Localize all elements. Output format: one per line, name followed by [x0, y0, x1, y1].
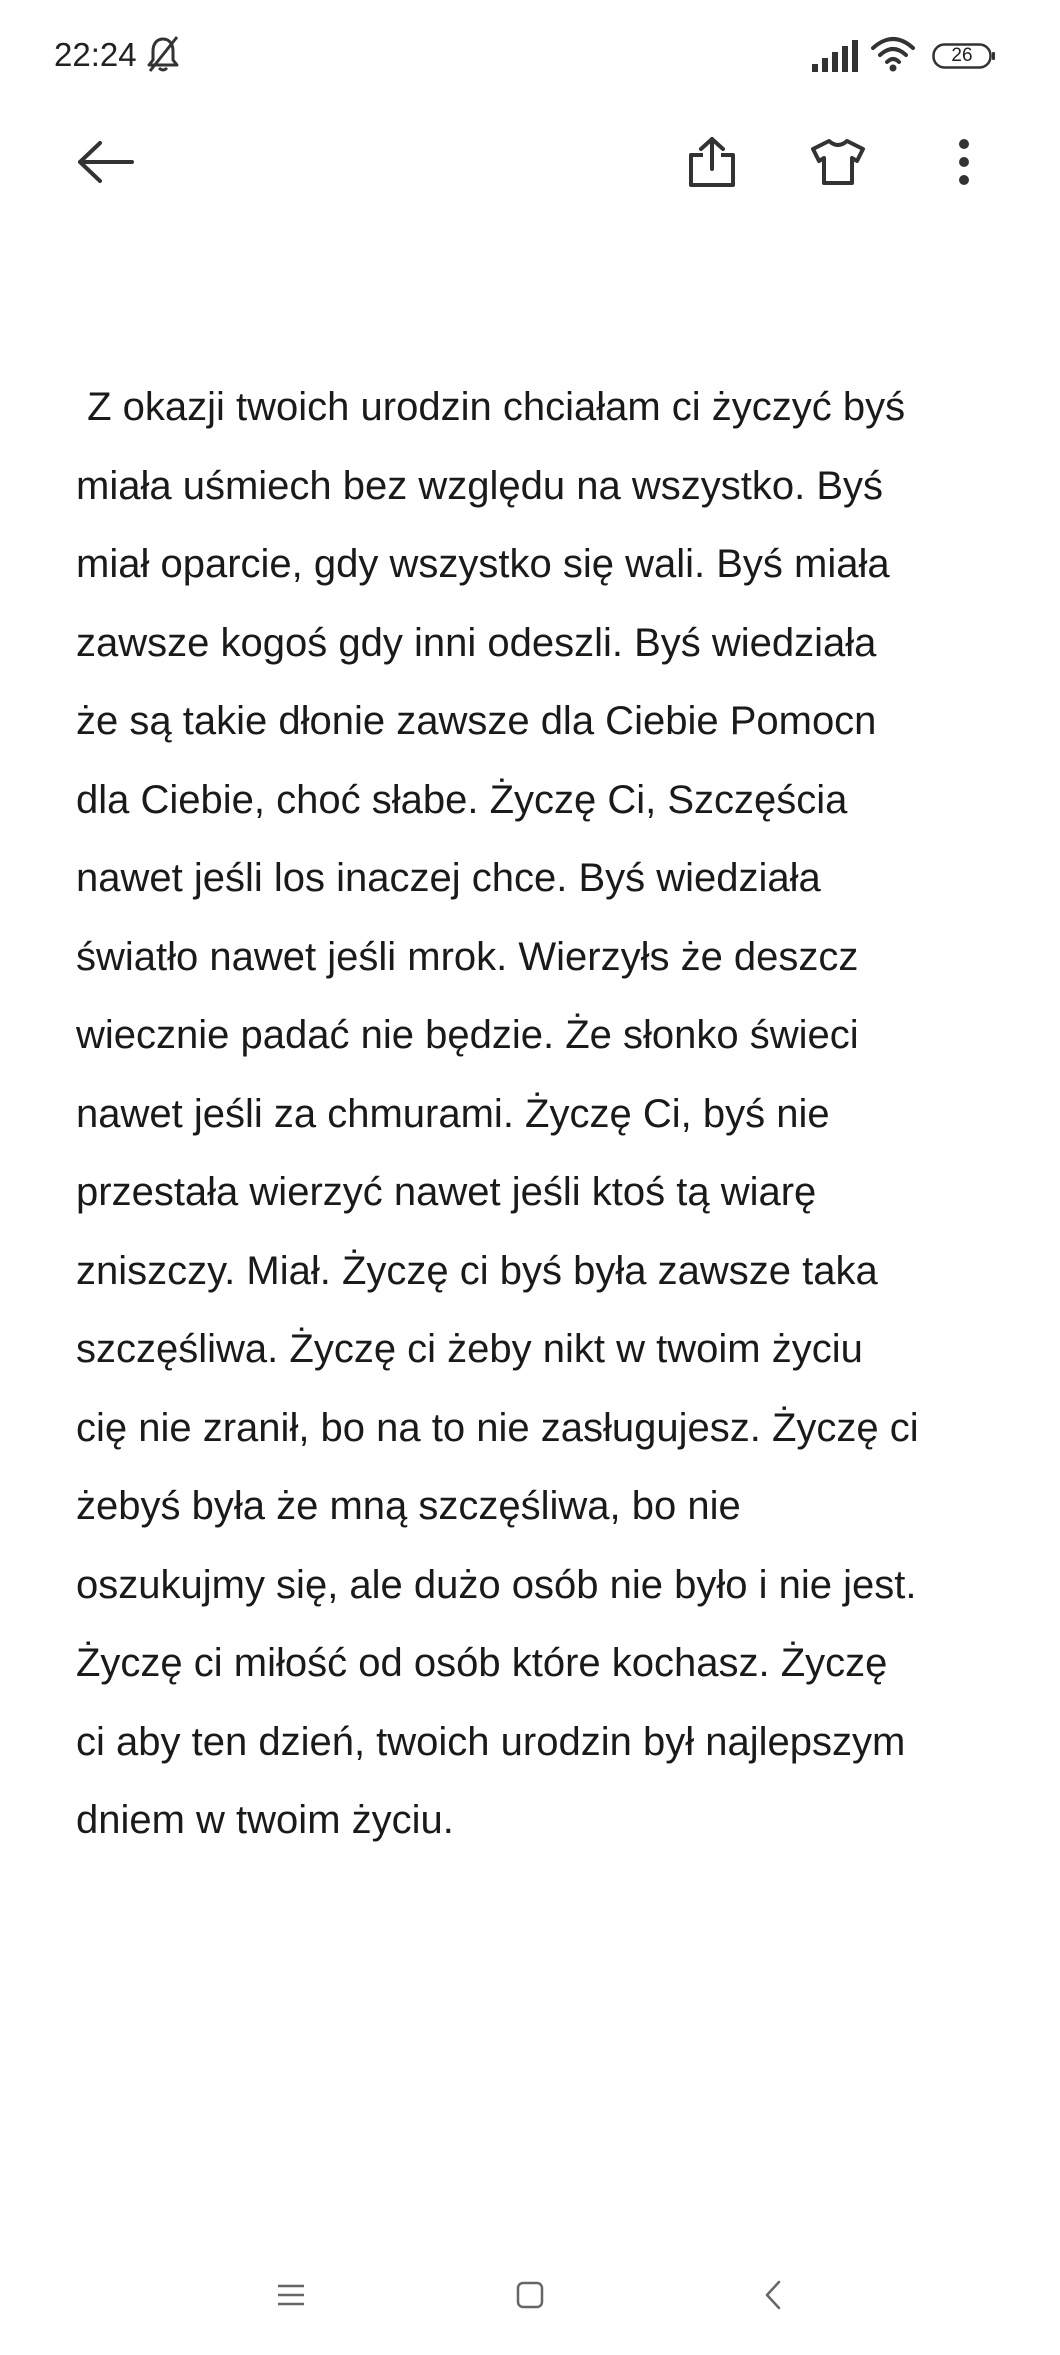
back-button[interactable]	[66, 122, 146, 202]
note-line: zniszczy. Miał. Życzę ci byś była zawsze taka	[76, 1248, 878, 1293]
home-square-icon	[515, 2280, 545, 2310]
note-line: nawet jeśli los inaczej chce. Byś wiedziała	[76, 856, 821, 900]
note-line: światło nawet jeśli mrok. Wierzyłs że deszcz	[76, 934, 859, 979]
share-icon	[687, 135, 737, 189]
note-line: Życzę ci miłość od osób które kochasz. Życzę	[76, 1641, 888, 1685]
note-line: nawet jeśli za chmurami. Życzę Ci, byś nie	[76, 1091, 830, 1136]
note-line: Z okazji twoich urodzin chciałam ci życzyć byś	[76, 385, 906, 429]
battery-level: 26	[951, 45, 973, 66]
note-line: dla Ciebie, choć słabe. Życzę Ci, Szczęścia	[76, 777, 848, 822]
back-chevron-icon	[763, 2279, 783, 2311]
menu-icon	[276, 2283, 306, 2307]
wifi-icon	[870, 36, 916, 72]
note-line: zawsze kogoś gdy inni odeszli. Byś wiedziała	[76, 620, 877, 665]
note-line: miała uśmiech bez względu na wszystko. Byś	[76, 463, 883, 508]
system-nav-bar	[0, 2250, 1060, 2350]
note-toolbar	[0, 110, 1060, 240]
system-back-button[interactable]	[738, 2260, 808, 2330]
note-line: przestała wierzyć nawet jeśli ktoś tą wiarę	[76, 1170, 817, 1214]
status-time: 22:24	[54, 36, 137, 73]
more-vert-icon	[956, 137, 972, 187]
note-line: dniem w twoim życiu.	[76, 1798, 454, 1842]
share-button[interactable]	[672, 122, 752, 202]
note-text-editor[interactable]	[76, 368, 996, 1860]
status-bar	[0, 0, 1060, 110]
theme-shirt-icon	[809, 137, 867, 187]
bell-muted-icon	[146, 35, 180, 73]
note-line: ci aby ten dzień, twoich urodzin był najlepszym	[76, 1719, 906, 1764]
note-line: miał oparcie, gdy wszystko się wali. Byś miała	[76, 542, 890, 586]
note-line: oszukujmy się, ale dużo osób nie było i nie jest.	[76, 1562, 917, 1607]
signal-icon	[810, 40, 860, 72]
more-options-button[interactable]	[924, 122, 1004, 202]
theme-button[interactable]	[798, 122, 878, 202]
home-button[interactable]	[495, 2260, 565, 2330]
note-line: cię nie zranił, bo na to nie zasługujesz. Życzę ci	[76, 1405, 919, 1450]
note-line: żebyś była że mną szczęśliwa, bo nie	[76, 1484, 741, 1528]
note-line: wiecznie padać nie będzie. Że słonko świeci	[76, 1013, 859, 1057]
note-line: szczęśliwa. Życzę ci żeby nikt w twoim życiu	[76, 1327, 863, 1371]
note-line: że są takie dłonie zawsze dla Ciebie Pomocn	[76, 699, 877, 743]
recent-apps-button[interactable]	[256, 2260, 326, 2330]
back-arrow-icon	[76, 140, 136, 184]
